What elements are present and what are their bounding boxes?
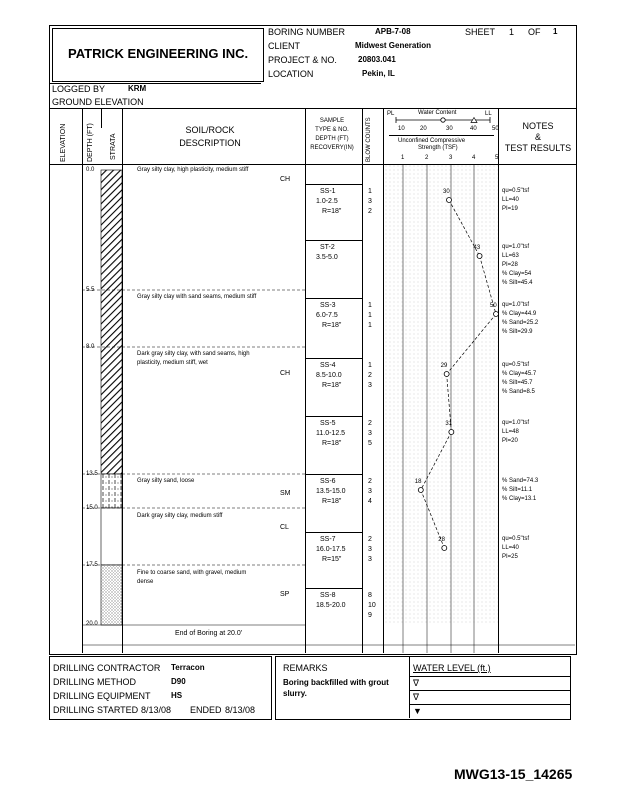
blow-count: 2: [368, 478, 372, 485]
depth-mark: 5.5: [86, 287, 95, 293]
blow-count: 1: [368, 322, 372, 329]
ucs-label-2: Strength (TSF): [418, 145, 458, 151]
test-note: % Silt=45.4: [502, 280, 533, 286]
sample-id: SS-4: [320, 362, 336, 369]
test-note: % Silt=45.7: [502, 380, 533, 386]
ll-label: LL: [485, 111, 492, 117]
blow-count: 5: [368, 440, 372, 447]
water-content-point: [418, 488, 423, 493]
layer-description: dense: [137, 579, 154, 585]
blow-count: 3: [368, 382, 372, 389]
ucs-tick-label: 1: [401, 155, 405, 161]
blow-count: 2: [368, 208, 372, 215]
of-label: OF: [528, 27, 541, 37]
water-content-point: [447, 198, 452, 203]
water-content-label: 28: [438, 537, 445, 543]
sample-depth: 16.0-17.5: [316, 546, 346, 553]
sample-depth: 3.5-5.0: [316, 254, 338, 261]
sample-id: SS-3: [320, 302, 336, 309]
layer-description: Fine to coarse sand, with gravel, medium: [137, 570, 247, 576]
test-note: qu=1.0"tsf: [502, 244, 529, 250]
blow-count: 3: [368, 198, 372, 205]
sheet-label: SHEET: [465, 27, 496, 37]
equipment-value: HS: [171, 691, 183, 700]
company-name: PATRICK ENGINEERING INC.: [68, 46, 249, 61]
sample-depth: 6.0-7.5: [316, 312, 338, 319]
strata-lean-clay-band: [101, 508, 122, 565]
blow-count: 3: [368, 488, 372, 495]
sample-id: SS-8: [320, 592, 336, 599]
wc-tick-label: 40: [470, 126, 477, 132]
col-notes-3: TEST RESULTS: [504, 143, 572, 153]
test-note: PI=20: [502, 438, 518, 444]
blow-count: 8: [368, 592, 372, 599]
uscs-symbol: SP: [280, 591, 290, 598]
test-note: LL=40: [502, 197, 519, 203]
water-content-label: 18: [414, 479, 422, 485]
project-label: PROJECT & NO.: [268, 55, 337, 65]
sample-id: ST-2: [320, 244, 335, 251]
uscs-symbol: SM: [280, 490, 291, 497]
test-note: qu=0.5"tsf: [502, 188, 529, 194]
test-note: qu=0.5"tsf: [502, 362, 529, 368]
depth-mark: 17.5: [86, 562, 98, 568]
blow-count: 3: [368, 546, 372, 553]
wc-tick-label: 30: [446, 126, 453, 132]
uscs-symbol: CH: [280, 176, 291, 183]
test-note: qu=1.0"tsf: [502, 302, 529, 308]
wc-tick-label: 50: [492, 126, 499, 132]
test-note: % Clay=54: [502, 271, 532, 277]
started-value: 8/13/08: [141, 705, 172, 715]
layer-description: Dark gray silty clay, medium stiff: [137, 513, 223, 519]
sample-id: SS-5: [320, 420, 336, 427]
sample-id: SS-7: [320, 536, 336, 543]
test-note: PI=19: [502, 206, 518, 212]
logged-by-label: LOGGED BY: [52, 84, 106, 94]
water-content-point: [442, 546, 447, 551]
sample-depth: 1.0-2.5: [316, 198, 338, 205]
sample-depth: 11.0-12.5: [316, 430, 346, 437]
sample-separator: [305, 240, 362, 241]
col-sample-2: TYPE & NO.: [315, 127, 349, 133]
depth-mark: 15.0: [86, 505, 98, 511]
blow-count: 3: [368, 430, 372, 437]
plot-grid: [384, 165, 498, 625]
ground-elevation-label: GROUND ELEVATION: [52, 97, 144, 107]
client-value: Midwest Generation: [355, 41, 432, 50]
water-content-label: Water Content: [418, 110, 457, 116]
test-note: % Sand=8.5: [502, 389, 535, 395]
layer-description: plasticity, medium stiff, wet: [137, 360, 208, 366]
sample-separator: [305, 588, 362, 589]
sample-recovery: R=18": [322, 382, 342, 389]
depth-mark: 8.0: [86, 344, 95, 350]
water-content-label: 50: [490, 303, 497, 309]
layer-description: Dark gray silty clay, with sand seams, high: [137, 351, 250, 357]
test-note: LL=40: [502, 545, 519, 551]
col-sample-3: DEPTH (FT): [315, 136, 349, 142]
wl-symbol-2: ∇: [413, 692, 420, 702]
ended-label: ENDED: [190, 705, 222, 715]
uscs-symbol: CH: [280, 370, 291, 377]
sample-id: SS-6: [320, 478, 336, 485]
test-note: % Silt=29.9: [502, 329, 533, 335]
test-note: qu=0.5"tsf: [502, 536, 529, 542]
col-elevation: ELEVATION: [60, 123, 67, 162]
col-notes-1: NOTES: [522, 121, 554, 131]
water-content-point: [494, 312, 499, 317]
ended-value: 8/13/08: [225, 705, 256, 715]
depth-mark: 13.5: [86, 471, 98, 477]
layer-description: Gray silty clay, high plasticity, medium stiff: [137, 167, 249, 173]
document-id: MWG13-15_14265: [454, 766, 573, 782]
blow-count: 3: [368, 556, 372, 563]
blow-count: 10: [368, 602, 376, 609]
method-value: D90: [171, 677, 186, 686]
sample-recovery: R=15": [322, 556, 342, 563]
wc-tick-label: 10: [398, 126, 405, 132]
depth-mark: 0.0: [86, 167, 95, 173]
sample-separator: [305, 358, 362, 359]
test-note: LL=48: [502, 429, 519, 435]
sheet-total: 1: [553, 27, 558, 36]
ucs-tick-label: 4: [472, 155, 476, 161]
sheet-number: 1: [509, 27, 515, 37]
test-note: PI=28: [502, 262, 518, 268]
test-note: % Sand=74.3: [502, 478, 539, 484]
started-label: DRILLING STARTED: [53, 705, 139, 715]
layer-description: Gray silty sand, loose: [137, 478, 195, 484]
blow-count: 1: [368, 188, 372, 195]
col-soil-desc-1: SOIL/ROCK: [185, 125, 235, 135]
col-strata: STRATA: [110, 133, 117, 160]
blow-count: 1: [368, 302, 372, 309]
boring-number-label: BORING NUMBER: [268, 27, 346, 37]
sample-recovery: R=18": [322, 322, 342, 329]
end-of-boring: End of Boring at 20.0': [175, 630, 243, 637]
sample-recovery: R=18": [322, 440, 342, 447]
sample-depth: 13.5-15.0: [316, 488, 346, 495]
location-value: Pekin, IL: [362, 69, 395, 78]
ucs-tick-label: 2: [425, 155, 429, 161]
test-note: % Silt=11.1: [502, 487, 533, 493]
col-sample-1: SAMPLE: [319, 118, 345, 124]
contractor-value: Terracon: [171, 663, 205, 672]
blow-count: 1: [368, 362, 372, 369]
col-blow-counts: BLOW COUNTS: [366, 117, 372, 162]
water-content-label: 43: [473, 245, 481, 251]
test-note: PI=25: [502, 554, 518, 560]
remarks-line-1: Boring backfilled with grout: [283, 678, 389, 687]
method-label: DRILLING METHOD: [53, 677, 137, 687]
strata-clay-band: [101, 170, 122, 474]
test-note: % Clay=44.9: [502, 311, 537, 317]
wl-symbol-3: ▼: [413, 706, 422, 716]
sample-separator: [305, 474, 362, 475]
sample-recovery: R=18": [322, 208, 342, 215]
test-note: qu=1.0"tsf: [502, 420, 529, 426]
ucs-label-1: Unconfined Compressive: [398, 138, 466, 144]
blow-count: 9: [368, 612, 372, 619]
blow-count: 2: [368, 372, 372, 379]
water-content-point: [444, 372, 449, 377]
ucs-tick-label: 5: [495, 155, 499, 161]
water-content-label: 31: [445, 421, 453, 427]
blow-count: 4: [368, 498, 372, 505]
blow-count: 2: [368, 536, 372, 543]
wl-symbol-1: ∇: [413, 678, 420, 688]
water-content-point: [449, 430, 454, 435]
test-note: % Clay=45.7: [502, 371, 537, 377]
sample-depth: 18.5-20.0: [316, 602, 346, 609]
water-level-label: WATER LEVEL (ft.): [413, 663, 491, 673]
layer-description: Gray silty clay with sand seams, medium stiff: [137, 294, 257, 300]
water-content-label: 30: [443, 189, 450, 195]
col-notes-2: &: [534, 132, 541, 142]
location-label: LOCATION: [268, 69, 314, 79]
equipment-label: DRILLING EQUIPMENT: [53, 691, 151, 701]
sample-separator: [305, 298, 362, 299]
ucs-tick-label: 3: [449, 155, 453, 161]
test-note: % Sand=25.2: [502, 320, 539, 326]
client-label: CLIENT: [268, 41, 301, 51]
pl-label: PL: [387, 111, 395, 117]
sample-depth: 8.5-10.0: [316, 372, 342, 379]
uscs-symbol: CL: [280, 524, 289, 531]
sample-recovery: R=18": [322, 498, 342, 505]
wc-tick-label: 20: [420, 126, 427, 132]
sample-separator: [305, 532, 362, 533]
sample-separator: [305, 416, 362, 417]
sample-separator: [305, 184, 362, 185]
remarks-line-2: slurry.: [283, 689, 307, 698]
col-soil-desc-2: DESCRIPTION: [179, 138, 241, 148]
contractor-label: DRILLING CONTRACTOR: [53, 663, 161, 673]
test-note: LL=63: [502, 253, 519, 259]
water-content-point: [477, 254, 482, 259]
blow-count: 2: [368, 420, 372, 427]
strata-sand-band: [101, 565, 122, 625]
water-content-label: 29: [440, 363, 448, 369]
depth-mark: 20.0: [86, 621, 98, 627]
boring-number: APB-7-08: [375, 27, 411, 36]
project-number: 20803.041: [358, 55, 396, 64]
remarks-label: REMARKS: [283, 663, 328, 673]
strata-silty-sand-band: [101, 474, 122, 508]
test-note: % Clay=13.1: [502, 496, 537, 502]
logged-by-value: KRM: [128, 84, 147, 93]
sample-id: SS-1: [320, 188, 336, 195]
blow-count: 1: [368, 312, 372, 319]
col-depth: DEPTH (FT): [87, 123, 94, 162]
col-sample-4: RECOVERY(IN): [310, 145, 354, 151]
